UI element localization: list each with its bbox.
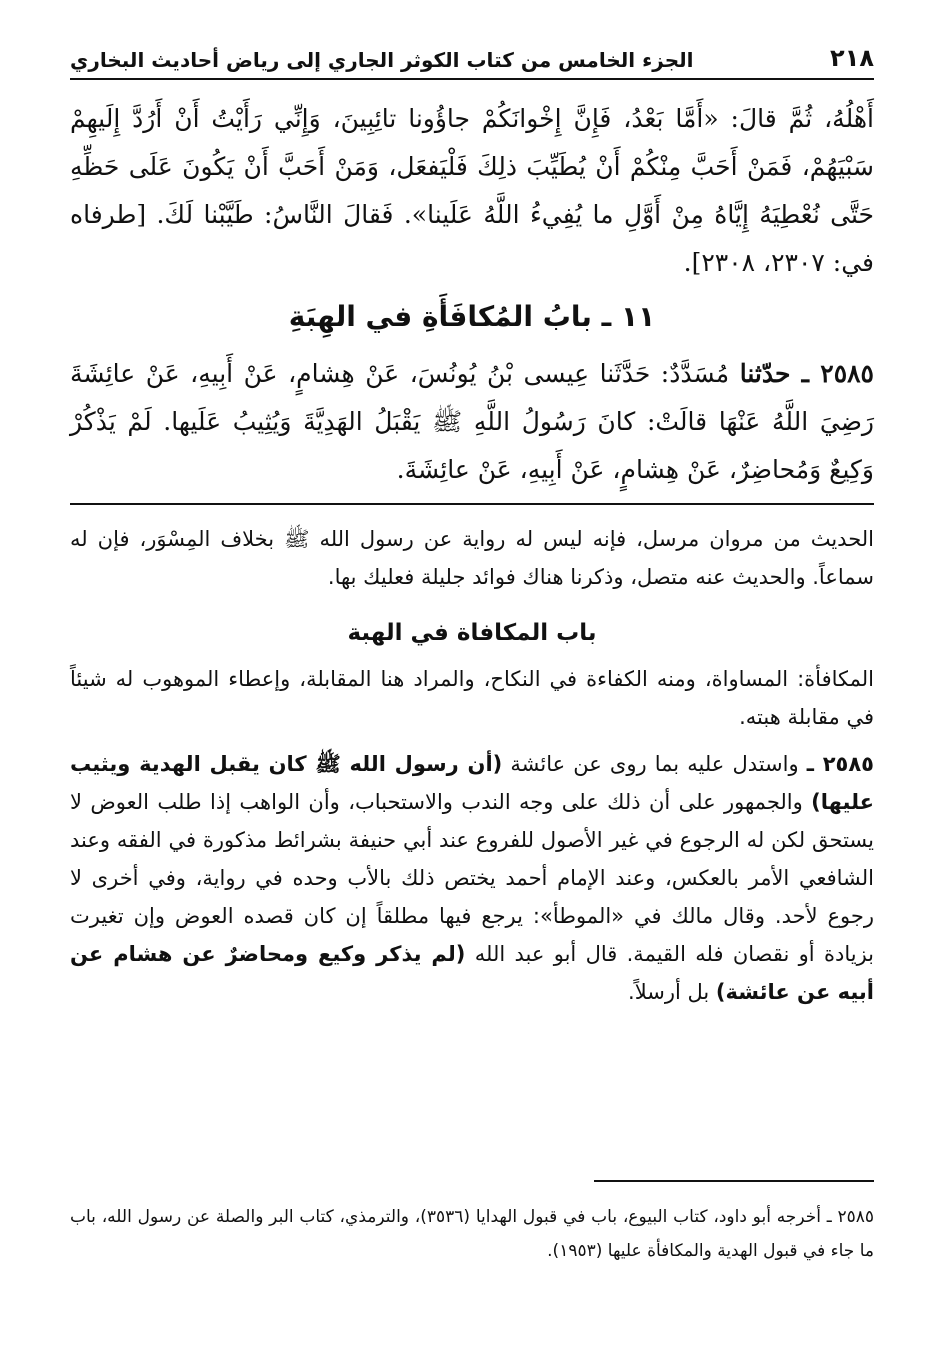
commentary-intro-text: الحديث من مروان مرسل، فإنه ليس له رواية عن رسول الله ﷺ بخلاف المِسْوَر، فإن له سماعاً. والحديث عنه متصل، وذكرنا هناك فوائد جليلة فعليك بها. (70, 527, 874, 589)
commentary-definition (70, 660, 874, 736)
footnote-text: ٢٥٨٥ ـ أخرجه أبو داود، كتاب البيوع، باب في قبول الهدايا (٣٥٣٦)، والترمذي، كتاب البر والصلة عن رسول الله، باب ما جاء في قبول الهدية والمكافأة عليها (١٩٥٣). (70, 1207, 874, 1261)
commentary-intro (70, 520, 874, 596)
commentary-number: ٢٥٨٥ ـ (806, 752, 874, 776)
commentary-chapter-title: باب المكافاة في الهبة (347, 620, 597, 646)
section-divider (70, 503, 874, 505)
hadith-2585 (70, 350, 874, 494)
hadith-continuation-text: أَهْلُهُ، ثُمَّ قالَ: «أَمَّا بَعْدُ، فَإِنَّ إِخْوانَكُمْ جاؤُونا تائِبِينَ، وَإِنِّي رَأَيْتُ أَنْ أَرُدَّ إِلَيهِمْ سَبْيَهُمْ، فَمَنْ أَحَبَّ مِنْكُمْ أَنْ يُطَيِّبَ ذلِكَ فَلْيَفعَل، وَمَنْ أَحَبَّ أَنْ يَكُونَ عَلَى حَظِّهِ حَتَّى نُعْطِيَهُ إِيَّاهُ مِنْ أَوَّلِ ما يُفِيءُ اللَّهُ عَلَينا». فَقالَ النَّاسُ: طَيَّبْنا لَكَ. [طرفاه في: ٢٣٠٧، ٢٣٠٨]. (70, 104, 874, 277)
footnote-divider (594, 1180, 874, 1182)
running-header (70, 40, 874, 80)
commentary-quote-1: (أن رسول الله ﷺ كان يقبل الهدية ويثيب عليها) (70, 752, 874, 814)
commentary-quote-2: (لم يذكر وكيع ومحاضرٌ عن هشام عن أبيه عن عائشة) (70, 942, 874, 1004)
commentary-text-1: واستدل عليه بما روى عن عائشة (510, 752, 799, 776)
commentary-text-3: بل أرسلاً. (628, 980, 710, 1004)
hadith-number: ٢٥٨٥ ـ حدّثنا (739, 359, 874, 388)
page-number: ٢١٨ (830, 44, 874, 72)
commentary-definition-text: المكافأة: المساواة، ومنه الكفاءة في النكاح، والمراد هنا المقابلة، وإعطاء الموهوب له شيئاً في مقابلة هبته. (70, 667, 874, 729)
footnote (70, 1200, 874, 1268)
running-title: الجزء الخامس من كتاب الكوثر الجاري إلى رياض أحاديث البخاري (70, 48, 694, 72)
commentary-text-2: والجمهور على أن ذلك على وجه الندب والاستحباب، وأن الواهب إذا طلب العوض لا يستحق لكن له الرجوع في غير الأصول للفروع عند أبي حنيفة بشرائط مذكورة في الفقه وعند الشافعي الأمر بالعكس، وعند الإمام أحمد يختص ذلك بالأب وحده في رواية، وفي أخرى لا رجوع لأحد. وقال مالك في «الموطأ»: يرجع فيها مطلقاً إن كان قصده العوض وإن تغيرت بزيادة أو نقصان فله القيمة. قال أبو عبد الله (70, 790, 874, 966)
hadith-continuation (70, 95, 874, 287)
hadith-text: مُسَدَّدٌ: حَدَّثَنا عِيسى بْنُ يُونُسَ، عَنْ هِشامٍ، عَنْ أَبِيهِ، عَنْ عائِشَةَ رَضِيَ اللَّهُ عَنْهَا قالَتْ: كانَ رَسُولُ اللَّهِ ﷺ يَقْبَلُ الهَدِيَّةَ وَيُثِيبُ عَلَيها. لَمْ يَذْكُرْ وَكِيعٌ وَمُحاضِرٌ، عَنْ هِشامٍ، عَنْ أَبِيهِ، عَنْ عائِشَةَ. (70, 359, 874, 484)
chapter-title: ١١ ـ بابُ المُكافَأَةِ في الهِبَةِ (288, 300, 656, 333)
commentary-2585 (70, 745, 874, 1011)
